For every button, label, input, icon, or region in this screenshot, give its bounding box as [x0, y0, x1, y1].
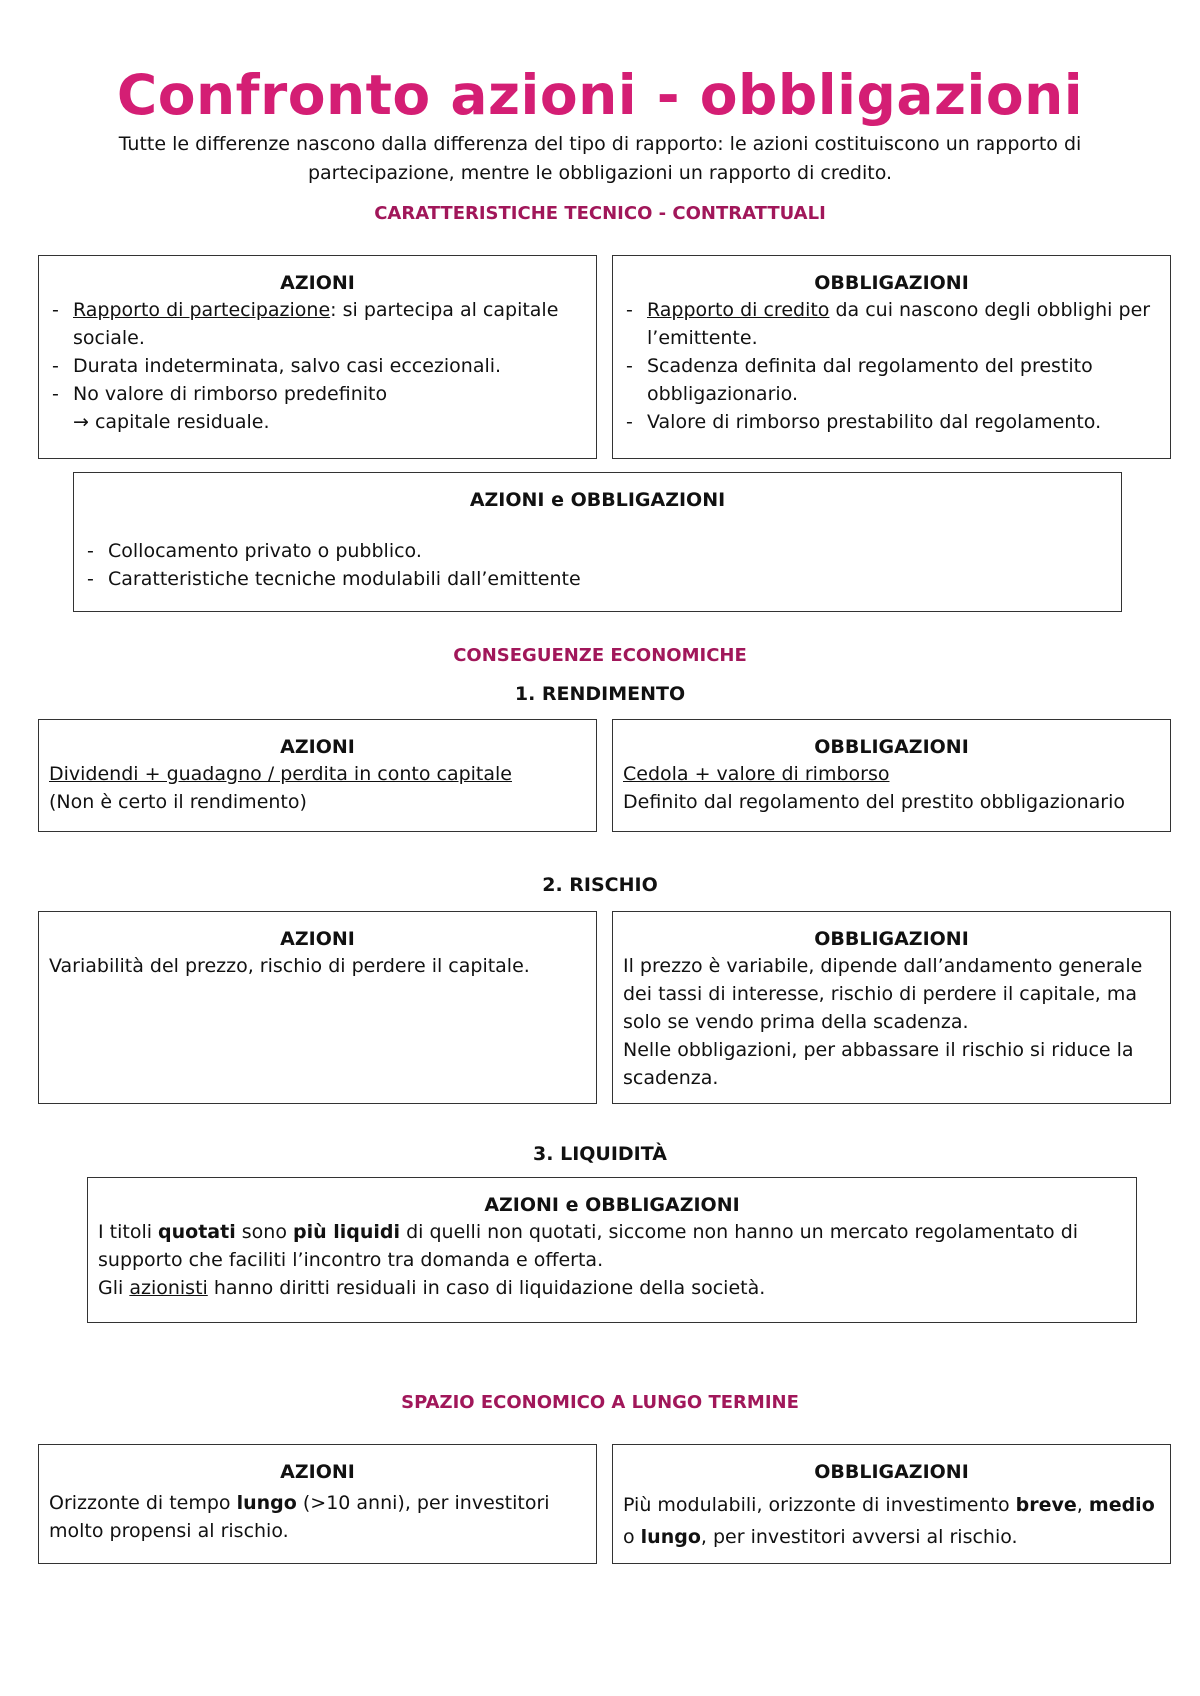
box-entrambi-liquidita [87, 1177, 1137, 1323]
item-text: : si partecipa al capitale sociale. [73, 299, 559, 349]
rendimento-note: (Non è certo il rendimento) [49, 791, 307, 813]
list-item [49, 296, 586, 352]
list [49, 296, 586, 408]
list-item [49, 380, 586, 408]
box-obbligazioni-rendimento [612, 719, 1171, 832]
box-obbligazioni-tecniche [612, 255, 1171, 459]
box-title: OBBLIGAZIONI [814, 272, 969, 294]
subheading-rendimento: 1. RENDIMENTO [514, 683, 686, 705]
text-bold: più liquidi [293, 1221, 401, 1243]
box-title: OBBLIGAZIONI [814, 1461, 969, 1483]
subheading-liquidita: 3. LIQUIDITÀ [533, 1143, 667, 1165]
lungo-termine-text [623, 1489, 1160, 1553]
box-azioni-lungo-termine [38, 1444, 597, 1564]
text-bold: lungo [640, 1526, 701, 1548]
item-underlined: Rapporto di partecipazione [73, 299, 331, 321]
text-part: sono [235, 1221, 294, 1243]
text-part: I titoli [98, 1221, 159, 1243]
text-part: , per investitori avversi al rischio. [700, 1526, 1018, 1548]
liquidita-text-2 [98, 1274, 1126, 1302]
list-item: - Collocamento privato o pubblico. [84, 537, 1111, 565]
box-azioni-rendimento [38, 719, 597, 832]
box-title: OBBLIGAZIONI [814, 736, 969, 758]
lungo-termine-text [49, 1489, 586, 1545]
text-underlined: azionisti [129, 1277, 208, 1299]
arrow-note: → capitale residuale. [73, 411, 270, 433]
text-bold: breve [1015, 1494, 1077, 1516]
list-item: - Durata indeterminata, salvo casi eccezionali. [49, 352, 586, 380]
box-title: AZIONI [280, 272, 355, 294]
text-part: di quelli non quotati, siccome non hanno un mercato regolamentato di supporto che faciliti l’incontro tra domanda e offerta. [98, 1221, 1079, 1271]
box-title: AZIONI e OBBLIGAZIONI [469, 489, 726, 511]
rendimento-note: Definito dal regolamento del prestito obbligazionario [623, 791, 1126, 813]
text-part: hanno diritti residuali in caso di liquidazione della società. [207, 1277, 766, 1299]
box-azioni-tecniche [38, 255, 597, 459]
liquidita-text [98, 1218, 1126, 1274]
page-title: Confronto azioni - obbligazioni [116, 63, 1084, 127]
item-underlined: Rapporto di credito [647, 299, 830, 321]
list-item: - Valore di rimborso prestabilito dal regolamento. [623, 408, 1160, 436]
box-obbligazioni-lungo-termine [612, 1444, 1171, 1564]
item-text: No valore di rimborso predefinito [73, 383, 388, 405]
text-bold: quotati [158, 1221, 236, 1243]
item-text: da cui nascono degli obblighi per l’emittente. [647, 299, 1151, 349]
subheading-rischio: 2. RISCHIO [542, 874, 658, 896]
rendimento-line: Cedola + valore di rimborso [623, 763, 890, 785]
section-heading-economiche: CONSEGUENZE ECONOMICHE [453, 645, 747, 666]
rendimento-line: Dividendi + guadagno / perdita in conto capitale [49, 763, 512, 785]
box-title: OBBLIGAZIONI [814, 928, 969, 950]
box-entrambi-tecniche [73, 472, 1122, 612]
text-part: o [623, 1526, 641, 1548]
list-item: - Caratteristiche tecniche modulabili dall’emittente [84, 565, 1111, 593]
intro-text: Tutte le differenze nascono dalla differenza del tipo di rapporto: le azioni costituiscono un rapporto di partecipazione, mentre le obbligazioni un rapporto di credito. [118, 133, 1082, 184]
section-heading-lungo-termine: SPAZIO ECONOMICO A LUNGO TERMINE [401, 1392, 799, 1413]
list [84, 537, 1111, 593]
list-item: - Scadenza definita dal regolamento del prestito obbligazionario. [623, 352, 1160, 408]
rischio-text: Variabilità del prezzo, rischio di perdere il capitale. [49, 955, 530, 977]
text-part: , [1076, 1494, 1089, 1516]
text-bold: lungo [236, 1492, 297, 1514]
text-part: Gli [98, 1277, 130, 1299]
list-item [623, 296, 1160, 352]
text-part: (>10 anni), per investitori molto propensi al rischio. [49, 1492, 550, 1542]
section-heading-tecniche: CARATTERISTICHE TECNICO - CONTRATTUALI [374, 203, 826, 224]
box-title: AZIONI [280, 736, 355, 758]
box-title: AZIONI e OBBLIGAZIONI [484, 1194, 740, 1216]
text-part: Più modulabili, orizzonte di investimento [623, 1494, 1016, 1516]
box-azioni-rischio [38, 911, 597, 1104]
text-part: Orizzonte di tempo [49, 1492, 237, 1514]
rischio-text-2: Nelle obbligazioni, per abbassare il rischio si riduce la scadenza. [623, 1039, 1134, 1089]
text-bold: medio [1088, 1494, 1155, 1516]
box-title: AZIONI [280, 1461, 355, 1483]
box-title: AZIONI [280, 928, 355, 950]
list [623, 296, 1160, 436]
rischio-text: Il prezzo è variabile, dipende dall’andamento generale dei tassi di interesse, rischio di perdere il capitale, ma solo se vendo prima della scadenza. [623, 955, 1143, 1033]
box-obbligazioni-rischio [612, 911, 1171, 1104]
